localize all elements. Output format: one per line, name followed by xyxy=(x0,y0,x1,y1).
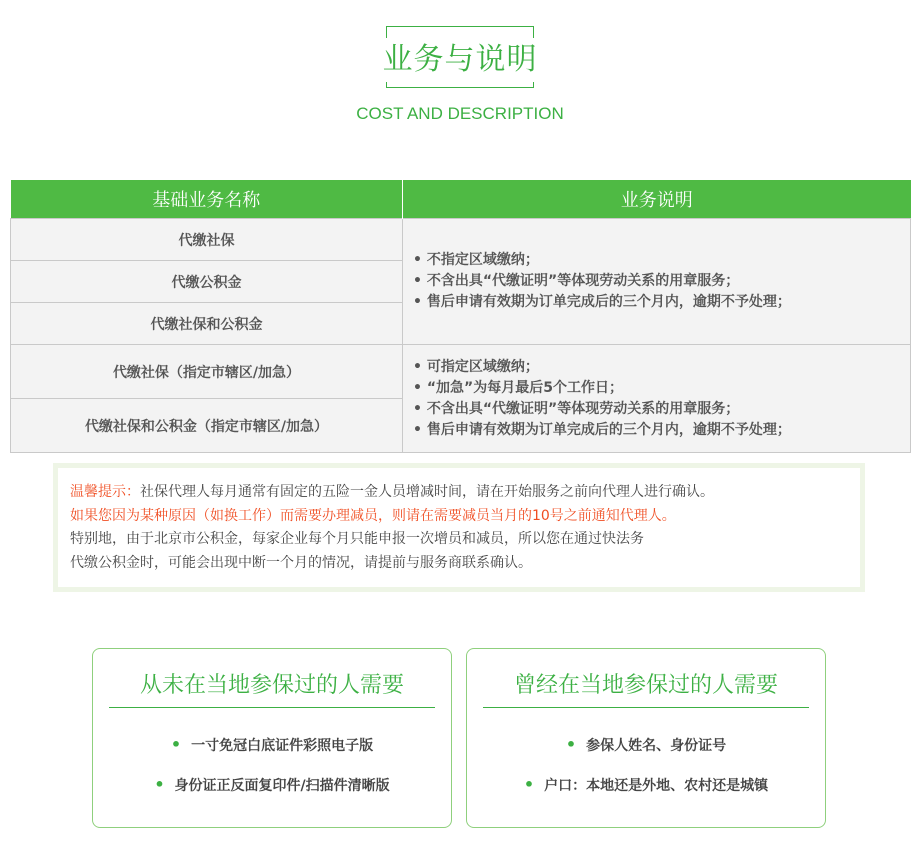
service-description xyxy=(403,219,911,345)
page-title: 业务与说明 xyxy=(370,38,550,82)
desc-line: • “加急”为每月最后5个工作日； xyxy=(413,379,623,396)
service-name: 代缴社保和公积金（指定市辖区/加急） xyxy=(11,399,403,453)
service-name: 代缴社保 xyxy=(11,219,403,261)
bullet-icon: • xyxy=(523,775,535,794)
list-item: • 参保人姓名、身份证号 xyxy=(565,735,727,754)
table-header-row xyxy=(11,180,911,219)
bullet-icon: • xyxy=(154,775,165,794)
service-table xyxy=(10,180,911,453)
page-subtitle: COST AND DESCRIPTION xyxy=(356,104,564,123)
requirements-card-existing xyxy=(466,648,826,828)
desc-line: • 可指定区域缴纳； xyxy=(413,358,539,375)
table-row xyxy=(11,345,911,399)
requirements-list xyxy=(93,731,451,811)
column-header-name: 基础业务名称 xyxy=(11,180,403,219)
bullet-icon: • xyxy=(565,735,577,754)
notice-line: 温馨提示：社保代理人每月通常有固定的五险一金人员增减时间，请在开始服务之前向代理人进行确认。 xyxy=(70,484,714,500)
requirements-list xyxy=(467,731,825,811)
notice-label: 温馨提示： xyxy=(70,484,140,500)
service-name: 代缴社保（指定市辖区/加急） xyxy=(11,345,403,399)
table-row xyxy=(11,219,911,261)
bullet-icon: • xyxy=(170,735,182,754)
notice-line: 代缴公积金时，可能会出现中断一个月的情况，请提前与服务商联系确认。 xyxy=(70,554,532,571)
desc-line: • 售后申请有效期为订单完成后的三个月内，逾期不予处理； xyxy=(413,421,791,438)
card-title: 从未在当地参保过的人需要 xyxy=(109,665,435,708)
desc-line: • 不指定区域缴纳； xyxy=(413,252,539,268)
notice-line: 特别地，由于北京市公积金，每家企业每个月只能申报一次增员和减员，所以您在通过快法务 xyxy=(70,531,644,547)
desc-line: • 售后申请有效期为订单完成后的三个月内，逾期不予处理； xyxy=(413,294,791,310)
section-header xyxy=(0,0,920,140)
service-name: 代缴公积金 xyxy=(11,261,403,303)
desc-line: • 不含出具“代缴证明”等体现劳动关系的用章服务； xyxy=(413,400,740,417)
service-description xyxy=(403,345,911,453)
service-name: 代缴社保和公积金 xyxy=(11,303,403,345)
card-title: 曾经在当地参保过的人需要 xyxy=(483,665,809,708)
list-item: • 身份证正反面复印件/扫描件清晰版 xyxy=(154,775,390,794)
list-item: • 户口：本地还是外地、农村还是城镇 xyxy=(523,775,769,794)
notice-line-warning: 如果您因为某种原因（如换工作）而需要办理减员，则请在需要减员当月的10号之前通知代理人。 xyxy=(70,507,676,524)
column-header-desc: 业务说明 xyxy=(403,180,911,219)
desc-line: • 不含出具“代缴证明”等体现劳动关系的用章服务； xyxy=(413,273,740,289)
notice-box xyxy=(53,463,865,592)
notice-content xyxy=(58,468,860,587)
list-item: • 一寸免冠白底证件彩照电子版 xyxy=(170,735,374,754)
requirements-card-new xyxy=(92,648,452,828)
